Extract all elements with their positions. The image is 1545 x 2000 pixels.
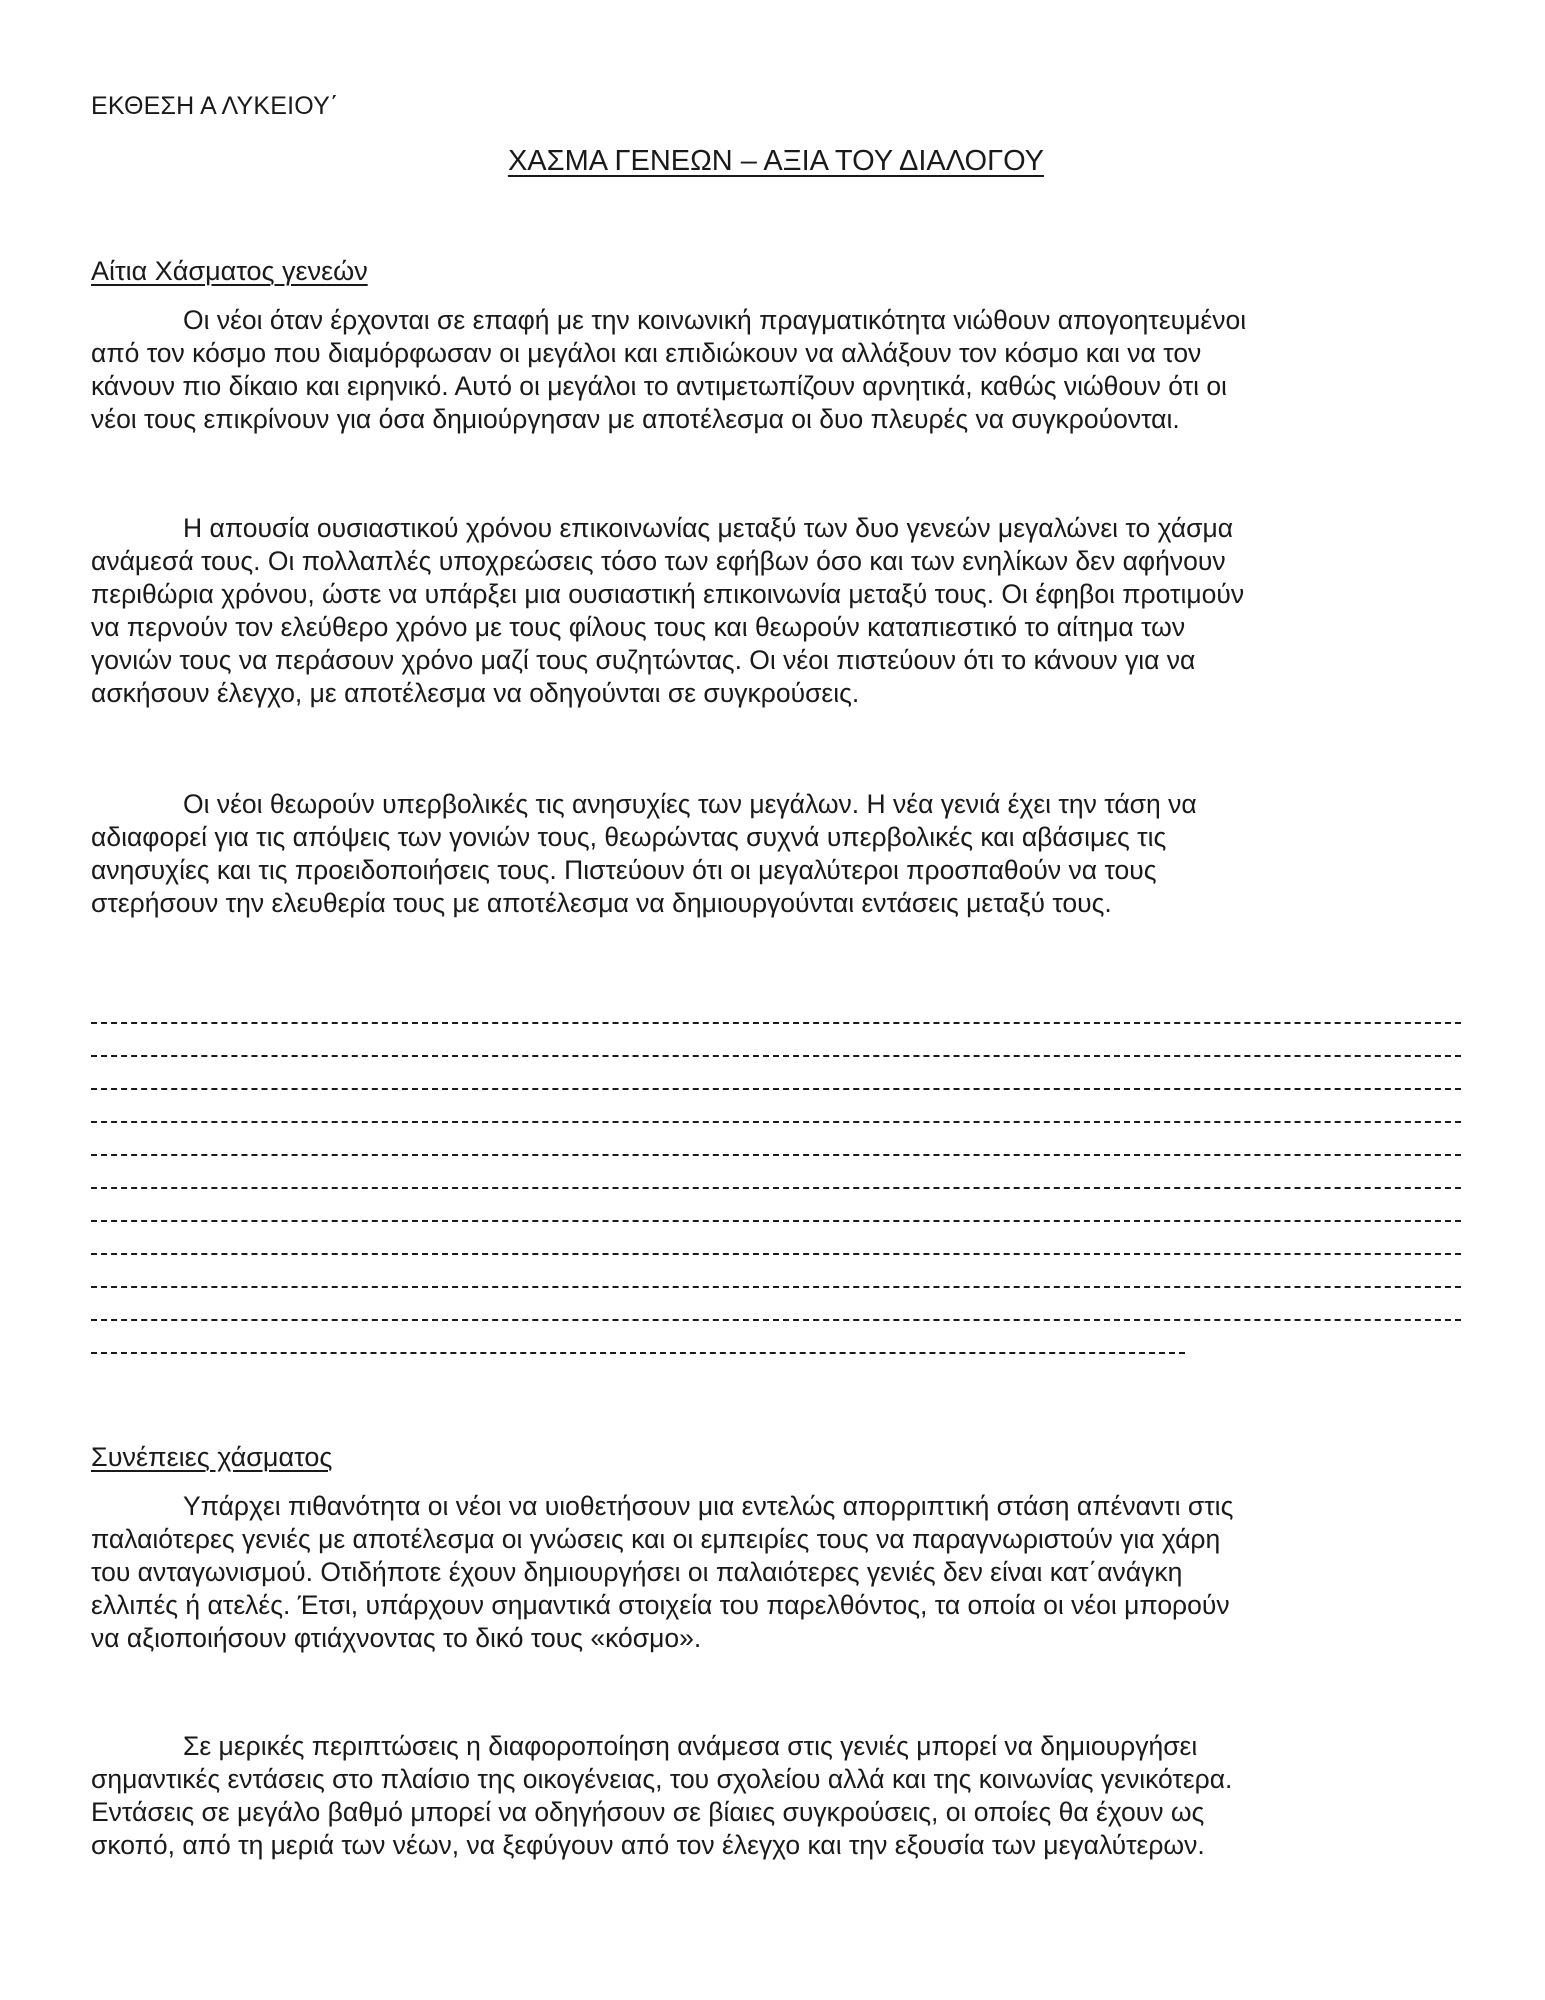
paragraph-line: ανάμεσά τους. Οι πολλαπλές υποχρεώσεις τόσο των εφήβων όσο και των ενηλίκων δεν αφήνουν (91, 546, 1226, 576)
paragraph (91, 788, 1461, 920)
dashed-line (91, 1105, 1461, 1138)
paragraph-line: ασκήσουν έλεγχο, με αποτέλεσμα να οδηγούνται σε συγκρούσεις. (91, 678, 860, 708)
paragraph-line: Εντάσεις σε μεγάλο βαθμό μπορεί να οδηγήσουν σε βίαιες συγκρούσεις, οι οποίες θα έχουν ως (91, 1797, 1205, 1827)
dashed-line (91, 1006, 1461, 1039)
paragraph-line: να αξιοποιήσουν φτιάχνοντας το δικό τους «κόσμο». (91, 1623, 702, 1653)
document-title: ΧΑΣΜΑ ΓΕΝΕΩΝ – ΑΞΙΑ ΤΟΥ ΔΙΑΛΟΓΟΥ (507, 145, 1045, 177)
paragraph-line: παλαιότερες γενιές με αποτέλεσμα οι γνώσεις και οι εμπειρίες τους να παραγνωριστούν για χάρη (91, 1524, 1221, 1554)
paragraph (91, 1490, 1461, 1655)
dashed-line (91, 1138, 1461, 1171)
dashed-line (91, 1237, 1461, 1270)
dashed-line (91, 1039, 1461, 1072)
paragraph-line: αδιαφορεί για τις απόψεις των γονιών τους, θεωρώντας συχνά υπερβολικές και αβάσιμες τις (91, 822, 1167, 852)
paragraph-line: να περνούν τον ελεύθερο χρόνο με τους φίλους τους και θεωρούν καταπιεστικό το αίτημα των (91, 612, 1186, 642)
paragraph-line: Υπάρχει πιθανότητα οι νέοι να υιοθετήσουν μια εντελώς απορριπτική στάση απέναντι στις (183, 1491, 1234, 1521)
dashed-line (91, 1204, 1461, 1237)
paragraph-line: Οι νέοι θεωρούν υπερβολικές τις ανησυχίες των μεγάλων. Η νέα γενιά έχει την τάση να (183, 789, 1197, 819)
paragraph-line: ανησυχίες και τις προειδοποιήσεις τους. Πιστεύουν ότι οι μεγαλύτεροι προσπαθούν να τους (91, 855, 1157, 885)
paragraph-line: Οι νέοι όταν έρχονται σε επαφή με την κοινωνική πραγματικότητα νιώθουν απογοητευμένοι (183, 305, 1247, 335)
paragraph-line: σημαντικές εντάσεις στο πλαίσιο της οικογένειας, του σχολείου αλλά και της κοινωνίας γενικότερα. (91, 1764, 1233, 1794)
paragraph-line: γονιών τους να περάσουν χρόνο μαζί τους συζητώντας. Οι νέοι πιστεύουν ότι το κάνουν για να (91, 645, 1196, 675)
writing-lines (91, 1006, 1461, 1369)
paragraph-line: από τον κόσμο που διαμόρφωσαν οι μεγάλοι και επιδιώκουν να αλλάξουν τον κόσμο και να τον (91, 338, 1202, 368)
paragraph-line: περιθώρια χρόνου, ώστε να υπάρξει μια ουσιαστική επικοινωνία μεταξύ τους. Οι έφηβοι προτιμούν (91, 579, 1245, 609)
dashed-line (91, 1303, 1461, 1336)
dashed-line (91, 1072, 1461, 1105)
dashed-line (91, 1336, 1461, 1369)
paragraph (91, 304, 1461, 436)
dashed-line (91, 1171, 1461, 1204)
paragraph (91, 1730, 1461, 1862)
paragraph-line: νέοι τους επικρίνουν για όσα δημιούργησαν με αποτέλεσμα οι δυο πλευρές να συγκρούονται. (91, 404, 1180, 434)
section-heading-consequences: Συνέπειες χάσματος (91, 1442, 333, 1472)
paragraph-line: του ανταγωνισμού. Οτιδήποτε έχουν δημιουργήσει οι παλαιότερες γενιές δεν είναι κατ΄ανάγκη (91, 1557, 1183, 1587)
header-label: ΕΚΘΕΣΗ Α ΛΥΚΕΙΟΥ΄ (91, 92, 339, 120)
paragraph (91, 512, 1461, 710)
dashed-line (91, 1270, 1461, 1303)
section-heading-causes: Αίτια Χάσματος γενεών (91, 256, 368, 286)
paragraph-line: σκοπό, από τη μεριά των νέων, να ξεφύγουν από τον έλεγχο και την εξουσία των μεγαλύτερων. (91, 1830, 1205, 1860)
paragraph-line: στερήσουν την ελευθερία τους με αποτέλεσμα να δημιουργούνται εντάσεις μεταξύ τους. (91, 888, 1112, 918)
paragraph-line: ελλιπές ή ατελές. Έτσι, υπάρχουν σημαντικά στοιχεία του παρελθόντος, τα οποία οι νέοι μπορούν (91, 1590, 1230, 1620)
paragraph-line: Σε μερικές περιπτώσεις η διαφοροποίηση ανάμεσα στις γενιές μπορεί να δημιουργήσει (183, 1731, 1198, 1761)
paragraph-line: κάνουν πιο δίκαιο και ειρηνικό. Αυτό οι μεγάλοι το αντιμετωπίζουν αρνητικά, καθώς νιώθουν ότι οι (91, 371, 1227, 401)
document-page (91, 0, 1461, 2000)
paragraph-line: Η απουσία ουσιαστικού χρόνου επικοινωνίας μεταξύ των δυο γενεών μεγαλώνει το χάσμα (183, 513, 1234, 543)
